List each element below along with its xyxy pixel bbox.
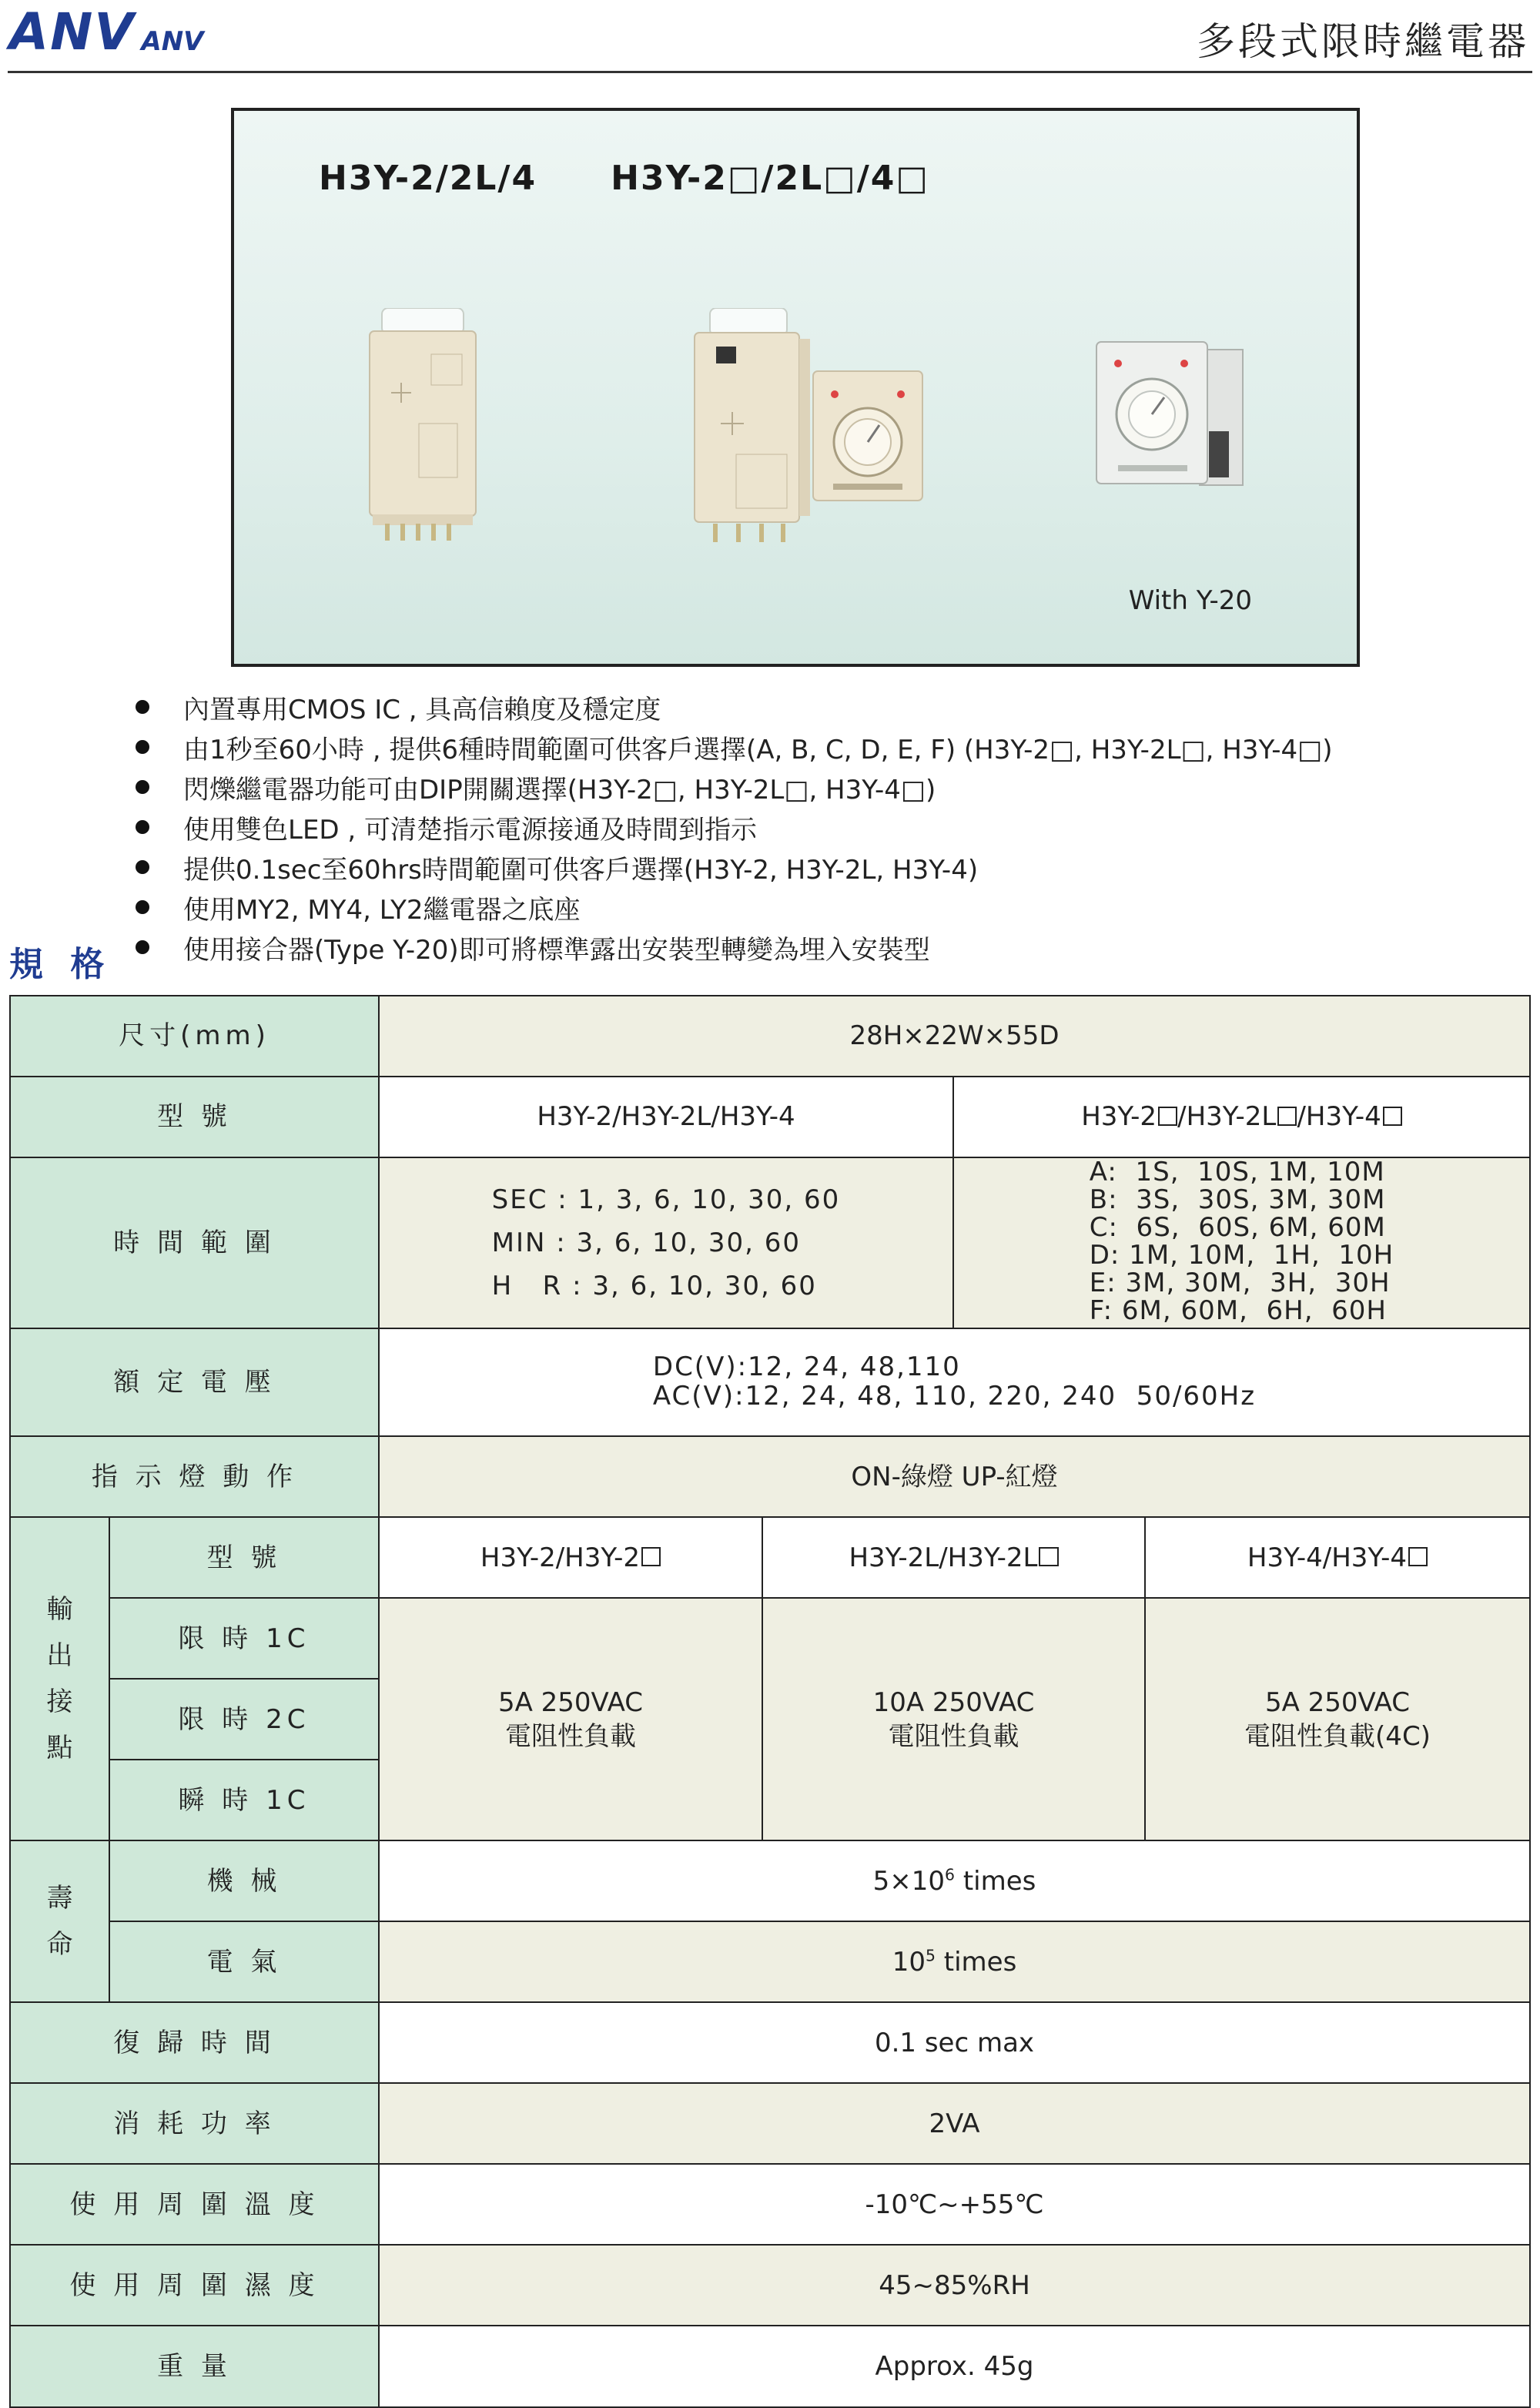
table-row bbox=[10, 2326, 1530, 2407]
table-row bbox=[10, 1157, 1530, 1328]
placeholder-box-icon bbox=[1383, 1107, 1402, 1126]
ambient-humidity-value: 45~85%RH bbox=[379, 2245, 1530, 2326]
feature-list bbox=[136, 687, 1332, 967]
logo-text: ANV bbox=[9, 2, 136, 62]
product-image-panel bbox=[231, 108, 1360, 667]
electrical-life-unit: times bbox=[935, 1946, 1017, 1978]
feature-text: 提供0.1sec至60hrs時間範圍可供客戶選擇(H3Y-2, H3Y-2L, H3Y-4) bbox=[183, 854, 979, 886]
power-consumption-value: 2VA bbox=[379, 2083, 1530, 2164]
feature-text: 使用接合器(Type Y-20)即可將標準露出安裝型轉變為埋入安裝型 bbox=[183, 934, 930, 966]
table-row bbox=[10, 1921, 1530, 2002]
bullet-icon bbox=[136, 820, 149, 834]
list-item bbox=[136, 767, 1332, 807]
ambient-humidity-label: 使 用 周 圍 濕 度 bbox=[10, 2245, 379, 2326]
relay-photo-with-adapter bbox=[1093, 339, 1247, 493]
model-standard: H3Y-2/H3Y-2L/H3Y-4 bbox=[379, 1077, 953, 1157]
bullet-icon bbox=[136, 780, 149, 794]
list-item bbox=[136, 807, 1332, 847]
output-model-2-text: H3Y-2L/H3Y-2L bbox=[849, 1542, 1058, 1573]
output-model-1 bbox=[379, 1517, 762, 1598]
table-row bbox=[10, 2083, 1530, 2164]
weight-label: 重 量 bbox=[10, 2326, 379, 2407]
electrical-life-value bbox=[379, 1921, 1530, 2002]
indicator-value: ON-綠燈 UP-紅燈 bbox=[379, 1436, 1530, 1517]
relay-dial-photo bbox=[810, 368, 926, 507]
output-rating-3: 5A 250VAC 電阻性負載(4C) bbox=[1145, 1598, 1530, 1840]
header-divider bbox=[8, 71, 1532, 73]
electrical-life-base: 10 bbox=[892, 1946, 926, 1978]
output-rating-1: 5A 250VAC 電阻性負載 bbox=[379, 1598, 762, 1840]
placeholder-box-icon bbox=[1277, 1107, 1297, 1126]
table-row bbox=[10, 2245, 1530, 2326]
output-contact-label: 輸 出 接 點 bbox=[10, 1517, 109, 1840]
bullet-icon bbox=[136, 700, 149, 714]
list-item bbox=[136, 727, 1332, 767]
bullet-icon bbox=[136, 740, 149, 754]
list-item bbox=[136, 687, 1332, 727]
timed-2c-label: 限 時 2C bbox=[109, 1679, 379, 1760]
rated-voltage-text: DC(V):12, 24, 48,110 AC(V):12, 24, 48, 110, 220, 240 50/60Hz bbox=[652, 1351, 1257, 1412]
list-item bbox=[136, 887, 1332, 927]
adapter-caption: With Y-20 bbox=[1128, 585, 1252, 616]
mechanical-life-value bbox=[379, 1840, 1530, 1921]
ambient-temperature-value: -10℃~+55℃ bbox=[379, 2164, 1530, 2245]
timed-1c-label: 限 時 1C bbox=[109, 1598, 379, 1679]
document-title: 多段式限時繼電器 bbox=[1197, 19, 1529, 64]
logo-small-text: ANV bbox=[141, 26, 204, 57]
placeholder-box-icon bbox=[641, 1547, 661, 1566]
table-row bbox=[10, 1840, 1530, 1921]
mechanical-life-exponent: 6 bbox=[945, 1865, 956, 1884]
placeholder-box-icon bbox=[1408, 1547, 1428, 1566]
model-multi-range bbox=[953, 1077, 1530, 1157]
models-standard: H3Y-2/2L/4 bbox=[319, 159, 537, 198]
rated-voltage-value bbox=[379, 1328, 1530, 1436]
reset-time-value: 0.1 sec max bbox=[379, 2002, 1530, 2083]
reset-time-label: 復 歸 時 間 bbox=[10, 2002, 379, 2083]
relay-photo-standard bbox=[365, 308, 480, 547]
product-models-heading bbox=[319, 159, 929, 198]
output-model-2 bbox=[762, 1517, 1145, 1598]
dimension-label: 尺寸(mm) bbox=[10, 996, 379, 1077]
bullet-icon bbox=[136, 900, 149, 914]
indicator-label: 指 示 燈 動 作 bbox=[10, 1436, 379, 1517]
time-range-multi bbox=[953, 1157, 1530, 1328]
brand-logo bbox=[9, 2, 204, 62]
mechanical-life-label: 機 械 bbox=[109, 1840, 379, 1921]
relay-photo-multi-range bbox=[690, 308, 813, 553]
output-model-3-text: H3Y-4/H3Y-4 bbox=[1247, 1542, 1428, 1573]
mechanical-life-base: 5×10 bbox=[872, 1865, 946, 1897]
spec-table bbox=[9, 995, 1531, 2408]
time-range-standard bbox=[379, 1157, 953, 1328]
feature-text: 閃爍繼電器功能可由DIP開關選擇(H3Y-2□, H3Y-2L□, H3Y-4□) bbox=[183, 774, 936, 805]
table-row bbox=[10, 2002, 1530, 2083]
placeholder-box-icon bbox=[1039, 1547, 1058, 1566]
time-range-standard-text: SEC : 1, 3, 6, 10, 30, 60 MIN : 3, 6, 10, 30, 60 H R : 3, 6, 10, 30, 60 bbox=[491, 1184, 841, 1302]
weight-value: Approx. 45g bbox=[379, 2326, 1530, 2407]
feature-text: 由1秒至60小時 , 提供6種時間範圍可供客戶選擇(A, B, C, D, E, F) (H3Y-2□, H3Y-2L□, H3Y-4□) bbox=[183, 734, 1333, 765]
output-model-3 bbox=[1145, 1517, 1530, 1598]
bullet-icon bbox=[136, 860, 149, 874]
time-range-label: 時 間 範 圍 bbox=[10, 1157, 379, 1328]
output-model-label: 型 號 bbox=[109, 1517, 379, 1598]
table-row bbox=[10, 1436, 1530, 1517]
feature-text: 內置專用CMOS IC , 具高信賴度及穩定度 bbox=[183, 694, 661, 725]
life-label: 壽 命 bbox=[10, 1840, 109, 2002]
electrical-life-exponent: 5 bbox=[925, 1946, 936, 1965]
time-range-multi-text: A: 1S, 10S, 1M, 10M B: 3S, 30S, 3M, 30M C: 6S, 60S, 6M, 60M D: 1M, 10M, 1H, 10H E: 3M, 30M, 3H, 30H F: 6M, 60M, 6H, 60H bbox=[1089, 1157, 1394, 1326]
list-item bbox=[136, 847, 1332, 887]
list-item bbox=[136, 927, 1332, 967]
electrical-life-label: 電 氣 bbox=[109, 1921, 379, 2002]
placeholder-box-icon bbox=[1158, 1107, 1177, 1126]
ambient-temperature-label: 使 用 周 圍 溫 度 bbox=[10, 2164, 379, 2245]
table-row bbox=[10, 1328, 1530, 1436]
table-row bbox=[10, 1077, 1530, 1157]
output-rating-2: 10A 250VAC 電阻性負載 bbox=[762, 1598, 1145, 1840]
mechanical-life-unit: times bbox=[955, 1865, 1036, 1897]
bullet-icon bbox=[136, 940, 149, 954]
rated-voltage-label: 額 定 電 壓 bbox=[10, 1328, 379, 1436]
output-model-1-text: H3Y-2/H3Y-2 bbox=[480, 1542, 661, 1573]
dimension-value: 28H×22W×55D bbox=[379, 996, 1530, 1077]
spec-section-title: 規 格 bbox=[9, 945, 112, 984]
table-row bbox=[10, 996, 1530, 1077]
table-row bbox=[10, 1517, 1530, 1598]
model-label: 型 號 bbox=[10, 1077, 379, 1157]
table-row bbox=[10, 2164, 1530, 2245]
instant-1c-label: 瞬 時 1C bbox=[109, 1760, 379, 1840]
models-multi-range: H3Y-2□/2L□/4□ bbox=[611, 159, 929, 198]
feature-text: 使用MY2, MY4, LY2繼電器之底座 bbox=[183, 894, 581, 926]
table-row bbox=[10, 1598, 1530, 1679]
feature-text: 使用雙色LED , 可清楚指示電源接通及時間到指示 bbox=[183, 814, 758, 846]
power-consumption-label: 消 耗 功 率 bbox=[10, 2083, 379, 2164]
model-multi-range-text: H3Y-2 /H3Y-2L /H3Y-4 bbox=[1081, 1101, 1402, 1132]
